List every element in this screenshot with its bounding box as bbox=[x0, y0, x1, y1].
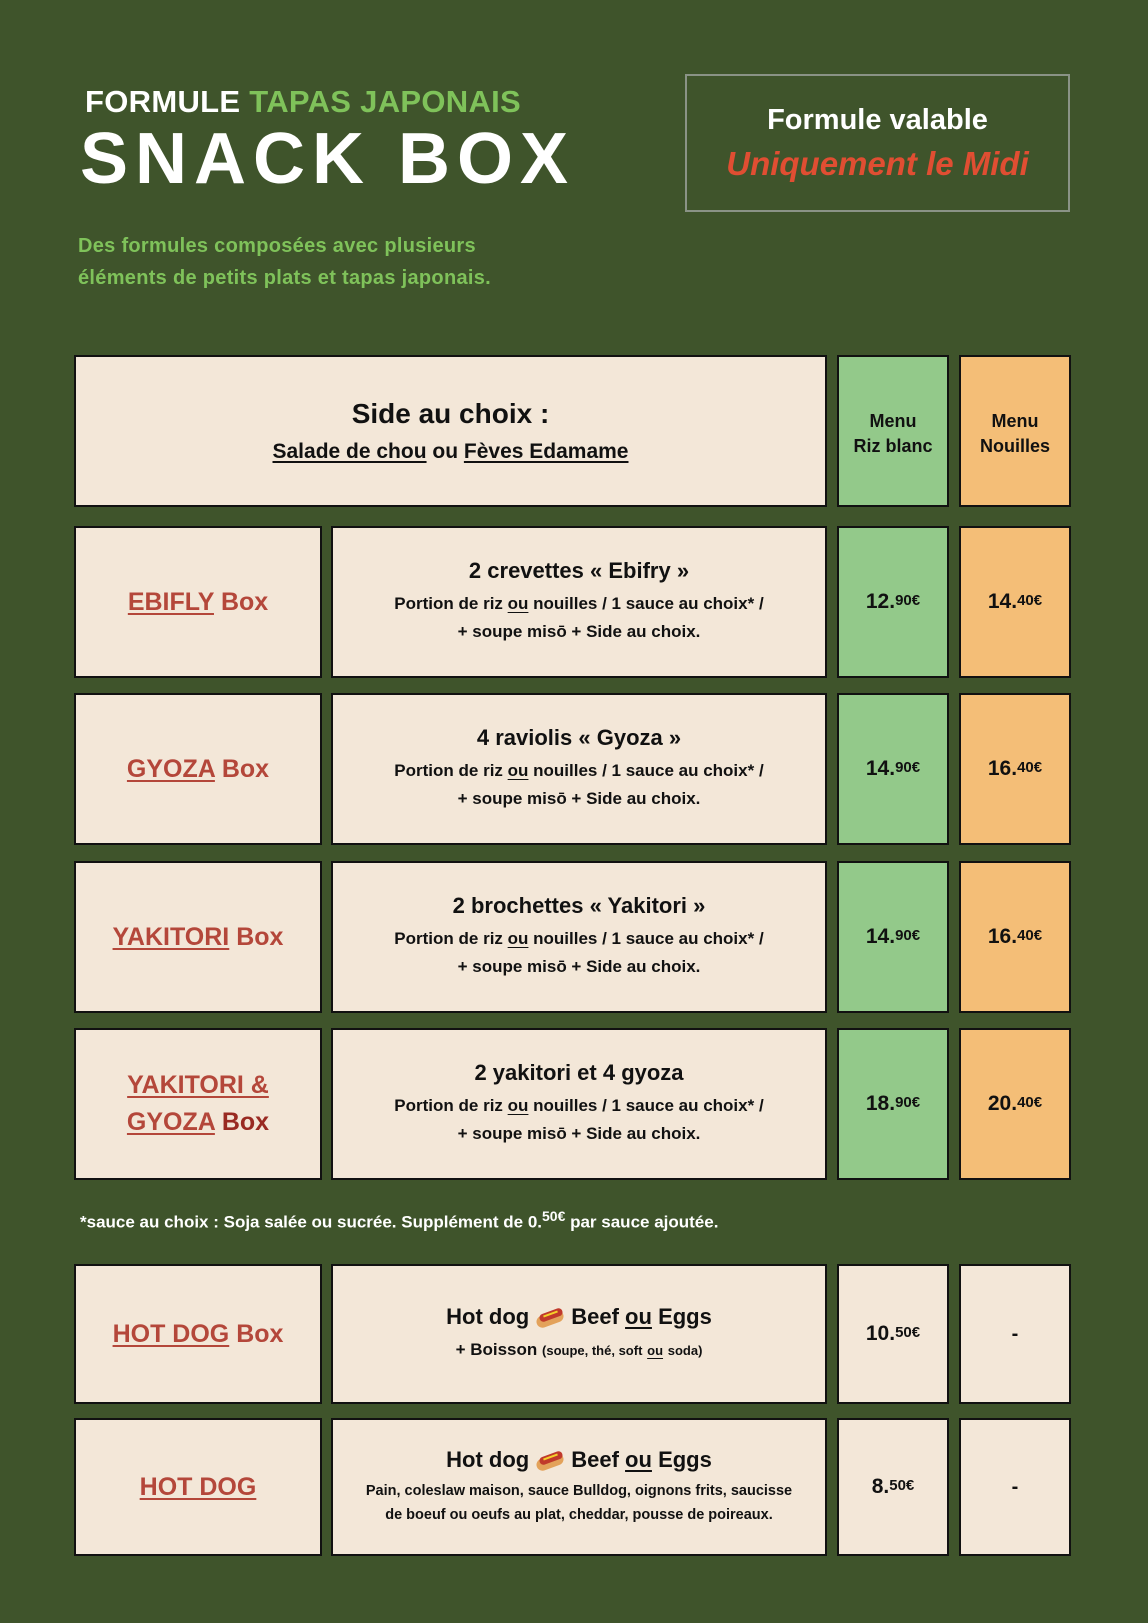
price-cents: 50€ bbox=[889, 1477, 915, 1494]
hotdog-box-title-c: Eggs bbox=[658, 1303, 712, 1329]
hotdog-title bbox=[140, 1469, 257, 1506]
price-cents: 50€ bbox=[895, 1324, 921, 1341]
price-main: 14. bbox=[865, 757, 896, 780]
gyoza-desc-title: 4 raviolis « Gyoza » bbox=[476, 725, 682, 750]
hotdog-box-extra-a: + Boisson bbox=[455, 1339, 538, 1359]
desc-ou: ou bbox=[507, 594, 529, 613]
ebifly-desc-line1 bbox=[394, 590, 763, 618]
gyoza-title bbox=[127, 751, 269, 788]
price-hotdog-box bbox=[837, 1264, 949, 1404]
yakitori-title bbox=[113, 919, 284, 956]
formule-label: FORMULE bbox=[85, 84, 241, 119]
page-title: SNACK BOX bbox=[80, 119, 576, 199]
yakitori-gyoza-desc-line2: + soupe misō + Side au choix. bbox=[457, 1124, 701, 1143]
subtitle-line-1: Des formules composées avec plusieurs bbox=[78, 235, 476, 257]
desc-part2: nouilles / 1 sauce au choix* / bbox=[528, 594, 764, 613]
desc-part1: Portion de riz bbox=[394, 1096, 508, 1115]
price-main: 8. bbox=[871, 1475, 890, 1498]
price-main: 20. bbox=[987, 1092, 1018, 1115]
desc-part1: Portion de riz bbox=[394, 761, 508, 780]
hotdog-box-suffix: Box bbox=[236, 1319, 284, 1348]
hotdog-box-ou: ou bbox=[625, 1303, 652, 1329]
price-main: 16. bbox=[987, 757, 1018, 780]
side-option-edamame: Fèves Edamame bbox=[463, 440, 629, 463]
validity-line-1: Formule valable bbox=[767, 103, 988, 136]
hotdog-box-desc-title bbox=[446, 1304, 712, 1330]
hotdog-box-title-a: Hot dog bbox=[446, 1303, 530, 1329]
item-desc-gyoza bbox=[331, 693, 827, 845]
desc-part1: Portion de riz bbox=[394, 594, 508, 613]
price-cents: 90€ bbox=[895, 1094, 921, 1111]
price-noodles-yakitori bbox=[959, 861, 1071, 1013]
desc-ou: ou bbox=[507, 929, 529, 948]
tapas-label: TAPAS JAPONAIS bbox=[249, 84, 522, 119]
item-name-ebifly bbox=[74, 526, 322, 678]
hotdog-ingredients-line2: de boeuf ou oeufs au plat, cheddar, pousse de poireaux. bbox=[385, 1507, 773, 1523]
item-name-yakitori-gyoza bbox=[74, 1028, 322, 1180]
price-noodles-gyoza bbox=[959, 693, 1071, 845]
hotdog-ou: ou bbox=[625, 1447, 652, 1472]
hotdog-title-c: Eggs bbox=[658, 1447, 712, 1472]
hotdog-ingredients-line1: Pain, coleslaw maison, sauce Bulldog, oignons frits, saucisse bbox=[365, 1483, 793, 1499]
gyoza-desc-line2: + soupe misō + Side au choix. bbox=[457, 789, 701, 808]
gyoza-name: GYOZA bbox=[126, 754, 215, 783]
price-noodles-yakitori-gyoza bbox=[959, 1028, 1071, 1180]
ebifly-title bbox=[128, 584, 268, 621]
hotdog-box-extra-ou: ou bbox=[647, 1342, 664, 1358]
price-cents: 90€ bbox=[895, 759, 921, 776]
desc-ou: ou bbox=[507, 1096, 529, 1115]
yakitori-gyoza-suffix: Box bbox=[221, 1108, 270, 1136]
price-main: 16. bbox=[987, 925, 1018, 948]
price-cents: 90€ bbox=[895, 927, 921, 944]
price-main: 10. bbox=[865, 1322, 896, 1345]
yakitori-desc-line2: + soupe misō + Side au choix. bbox=[457, 957, 701, 976]
item-desc-yakitori bbox=[331, 861, 827, 1013]
price-cents: 40€ bbox=[1017, 592, 1043, 609]
yakitori-suffix: Box bbox=[236, 922, 284, 951]
hot-dog-icon bbox=[535, 1451, 565, 1469]
price-noodles-hotdog bbox=[959, 1418, 1071, 1556]
header-formule bbox=[85, 84, 521, 120]
price-main: 14. bbox=[865, 925, 896, 948]
yakitori-gyoza-name-line1: YAKITORI & bbox=[127, 1071, 269, 1099]
no-price-dash: - bbox=[1011, 1322, 1019, 1345]
hotdog-box-extra-c: soda) bbox=[667, 1342, 703, 1358]
item-desc-yakitori-gyoza bbox=[331, 1028, 827, 1180]
item-desc-hotdog bbox=[331, 1418, 827, 1556]
column-header-noodles bbox=[959, 355, 1071, 507]
yakitori-gyoza-name-line2: GYOZA bbox=[126, 1108, 215, 1136]
side-options bbox=[273, 440, 629, 464]
ebifly-name: EBIFLY bbox=[127, 587, 214, 616]
yakitori-gyoza-desc-line1 bbox=[394, 1092, 763, 1120]
item-name-gyoza bbox=[74, 693, 322, 845]
desc-part2: nouilles / 1 sauce au choix* / bbox=[528, 1096, 764, 1115]
desc-part2: nouilles / 1 sauce au choix* / bbox=[528, 761, 764, 780]
item-name-yakitori bbox=[74, 861, 322, 1013]
hotdog-box-name: HOT DOG bbox=[112, 1319, 230, 1348]
side-option-salade: Salade de chou bbox=[272, 440, 427, 463]
price-noodles-ebifly bbox=[959, 526, 1071, 678]
validity-line-2: Uniquement le Midi bbox=[726, 144, 1029, 182]
side-connector: ou bbox=[432, 440, 459, 463]
note-text2: par sauce ajoutée. bbox=[565, 1212, 719, 1232]
side-title: Side au choix : bbox=[351, 398, 550, 429]
yakitori-desc-line1 bbox=[394, 925, 763, 953]
price-cents: 40€ bbox=[1017, 759, 1043, 776]
column-header-rice bbox=[837, 355, 949, 507]
desc-ou: ou bbox=[507, 761, 529, 780]
subtitle-line-2: éléments de petits plats et tapas japonais. bbox=[78, 267, 492, 289]
price-rice-yakitori-gyoza bbox=[837, 1028, 949, 1180]
hotdog-desc-title bbox=[446, 1447, 712, 1473]
price-cents: 40€ bbox=[1017, 1094, 1043, 1111]
yakitori-desc-title: 2 brochettes « Yakitori » bbox=[452, 893, 706, 918]
note-text1: *sauce au choix : Soja salée ou sucrée. Supplément de 0. bbox=[80, 1212, 543, 1232]
note-cents: 50€ bbox=[542, 1208, 566, 1224]
yakitori-name: YAKITORI bbox=[112, 922, 230, 951]
hotdog-box-title-b: Beef bbox=[571, 1303, 619, 1329]
noodles-header-line2: Nouilles bbox=[979, 436, 1050, 456]
price-main: 18. bbox=[865, 1092, 896, 1115]
price-rice-yakitori bbox=[837, 861, 949, 1013]
hotdog-title-b: Beef bbox=[571, 1447, 619, 1472]
hot-dog-icon bbox=[535, 1308, 565, 1326]
price-rice-gyoza bbox=[837, 693, 949, 845]
noodles-header-line1: Menu bbox=[991, 411, 1039, 431]
price-main: 12. bbox=[865, 590, 896, 613]
price-noodles-hotdog-box bbox=[959, 1264, 1071, 1404]
item-desc-ebifly bbox=[331, 526, 827, 678]
page-subtitle bbox=[78, 230, 491, 294]
price-main: 14. bbox=[987, 590, 1018, 613]
item-desc-hotdog-box bbox=[331, 1264, 827, 1404]
yakitori-gyoza-title bbox=[127, 1067, 269, 1141]
side-choice-box bbox=[74, 355, 827, 507]
ebifly-desc-title: 2 crevettes « Ebifry » bbox=[468, 558, 690, 583]
hotdog-name: HOT DOG bbox=[139, 1472, 257, 1501]
hotdog-title-a: Hot dog bbox=[446, 1447, 530, 1472]
gyoza-desc-line1 bbox=[394, 757, 763, 785]
price-hotdog bbox=[837, 1418, 949, 1556]
hotdog-box-title bbox=[113, 1316, 284, 1353]
ebifly-desc-line2: + soupe misō + Side au choix. bbox=[457, 622, 701, 641]
hotdog-box-extra bbox=[456, 1336, 703, 1365]
rice-header-line1: Menu bbox=[869, 411, 917, 431]
gyoza-suffix: Box bbox=[221, 754, 270, 783]
price-cents: 40€ bbox=[1017, 927, 1043, 944]
hotdog-box-extra-b: (soupe, thé, soft bbox=[542, 1342, 643, 1358]
price-cents: 90€ bbox=[895, 592, 921, 609]
desc-part1: Portion de riz bbox=[394, 929, 508, 948]
sauce-note bbox=[80, 1208, 718, 1233]
price-rice-ebifly bbox=[837, 526, 949, 678]
item-name-hotdog bbox=[74, 1418, 322, 1556]
yakitori-gyoza-desc-title: 2 yakitori et 4 gyoza bbox=[474, 1060, 684, 1085]
no-price-dash: - bbox=[1011, 1475, 1019, 1498]
ebifly-suffix: Box bbox=[220, 587, 269, 616]
validity-box bbox=[685, 74, 1070, 212]
desc-part2: nouilles / 1 sauce au choix* / bbox=[528, 929, 764, 948]
rice-header-line2: Riz blanc bbox=[853, 436, 933, 456]
item-name-hotdog-box bbox=[74, 1264, 322, 1404]
